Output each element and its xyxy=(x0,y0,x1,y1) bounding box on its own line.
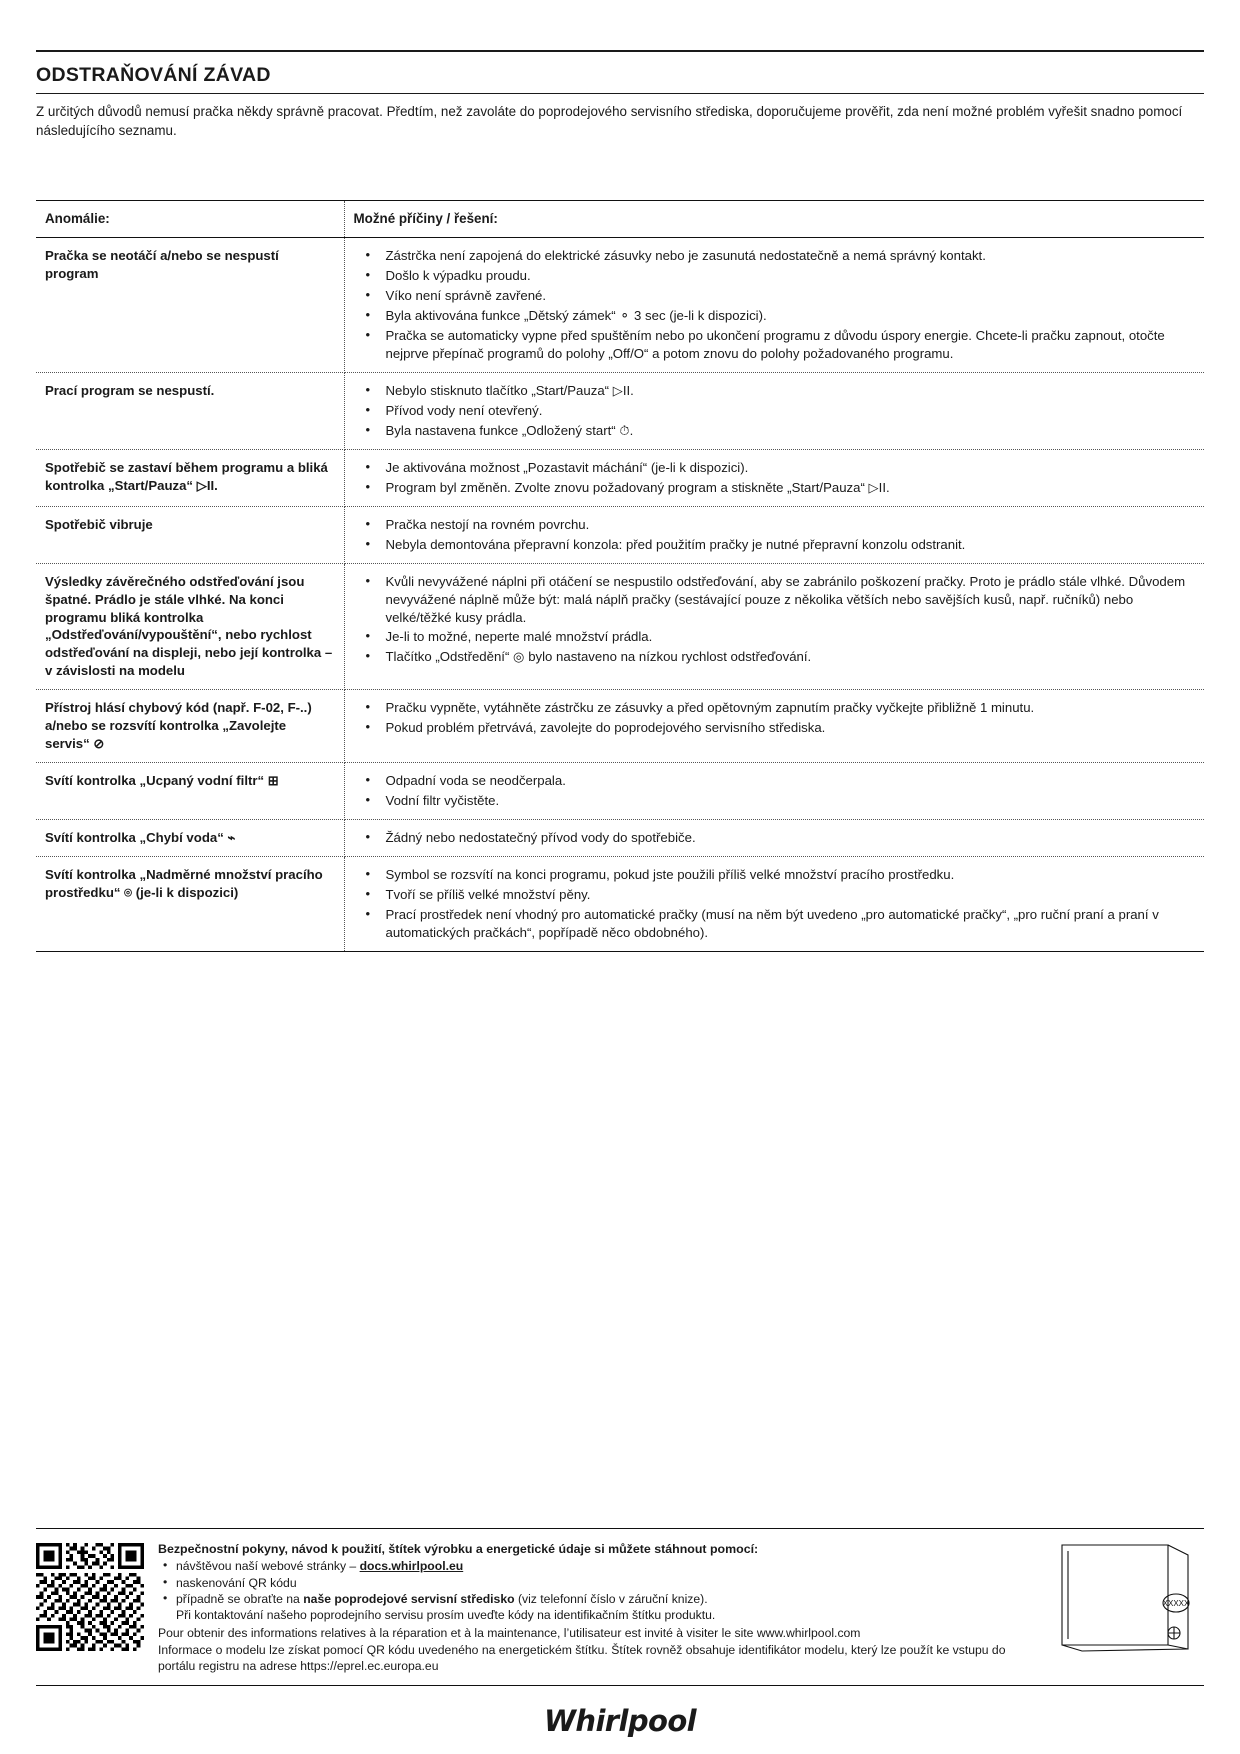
footer xyxy=(36,1528,1204,1674)
table-row xyxy=(36,857,1204,952)
column-header-causes: Možné příčiny / řešení: xyxy=(344,201,1204,238)
anomaly-cell: Pračka se neotáčí a/nebo se nespustí program xyxy=(36,238,344,373)
table-row xyxy=(36,690,1204,763)
list-item: • Zástrčka není zapojená do elektrické zásuvky nebo je zasunutá nedostatečně a nemá správný kontakt. xyxy=(354,247,1195,265)
anomaly-cell: Svítí kontrolka „Nadměrné množství pracího prostředku“ ⌾ (je-li k dispozici) xyxy=(36,857,344,952)
page-title: ODSTRAŇOVÁNÍ ZÁVAD xyxy=(36,64,1204,94)
anomaly-cell: Přístroj hlásí chybový kód (např. F-02, F-..) a/nebo se rozsvítí kontrolka „Zavolejte servis“ ⊘ xyxy=(36,690,344,763)
list-item: • Je aktivována možnost „Pozastavit máchání“ (je-li k dispozici). xyxy=(354,459,1195,477)
list-item: • Došlo k výpadku proudu. xyxy=(354,267,1195,285)
docs-link[interactable]: docs.whirlpool.eu xyxy=(359,1559,464,1574)
anomaly-cell: Svítí kontrolka „Ucpaný vodní filtr“ ⊞ xyxy=(36,763,344,820)
footer-bullet-3-suffix: (viz telefonní číslo v záruční knize). xyxy=(514,1591,708,1606)
list-item: • Nebyla demontována přepravní konzola: před použitím pračky je nutné přepravní konzolu odstranit. xyxy=(354,536,1195,554)
causes-cell xyxy=(344,506,1204,563)
table-row xyxy=(36,763,1204,820)
footer-bullet-1-prefix: návštěvou naší webové stránky – xyxy=(176,1559,360,1574)
list-item: • Pračka se automaticky vypne před spuštěním nebo po ukončení programu z důvodu úspory energie. Chcete-li pračku zapnout, otočte nejprve přepínač programů do polohy „Off/O“ a potom znovu do polohy požadovaného programu. xyxy=(354,327,1195,363)
table-row xyxy=(36,506,1204,563)
list-item: • Je-li to možné, neperte malé množství prádla. xyxy=(354,628,1195,646)
causes-cell xyxy=(344,820,1204,857)
list-item: • Tlačítko „Odstředění“ ◎ bylo nastaveno na nízkou rychlost odstřeďování. xyxy=(354,648,1195,666)
list-item: • Prací prostředek není vhodný pro automatické pračky (musí na něm být uvedeno „pro automatické pračky“, „pro ruční praní a praní v automatických pračkách“, popřípadě něco obdobného). xyxy=(354,906,1195,942)
list-item: • Odpadní voda se neodčerpala. xyxy=(354,772,1195,790)
anomaly-cell: Svítí kontrolka „Chybí voda“ ⌁ xyxy=(36,820,344,857)
service-center-text: naše poprodejové servisní středisko xyxy=(303,1591,515,1606)
list-item: • Víko není správně zavřené. xyxy=(354,287,1195,305)
causes-cell xyxy=(344,449,1204,506)
list-item: • Vodní filtr vyčistěte. xyxy=(354,792,1195,810)
table-row xyxy=(36,563,1204,690)
footer-paragraph-cz: Informace o modelu lze získat pomocí QR kódu uvedeného na energetickém štítku. Štítek rovněž obsahuje identifikátor modelu, který lze použít ke vstupu do portálu registru na adrese https://eprel.ec.europa.eu xyxy=(158,1642,1006,1673)
brand-logo xyxy=(0,1704,1240,1738)
rating-label-code: XXXXX xyxy=(1162,1598,1190,1608)
causes-cell xyxy=(344,238,1204,373)
appliance-label-illustration xyxy=(1048,1541,1204,1653)
title-block xyxy=(36,64,1204,140)
footer-note: Při kontaktování našeho poprodejního servisu prosím uveďte kódy na identifikačním štítku produktu. xyxy=(176,1608,716,1623)
list-item: • Pračka nestojí na rovném povrchu. xyxy=(354,516,1195,534)
list-item xyxy=(158,1558,1034,1574)
list-item: • Žádný nebo nedostatečný přívod vody do spotřebiče. xyxy=(354,829,1195,847)
list-item: • Kvůli nevyvážené náplni při otáčení se nespustilo odstřeďování, aby se zabránilo poškození pračky. Proto je prádlo stále vlhké. Důvodem nevyvážené náplně může být: malá náplň pračky (sestávající pouze z několika větších nebo savějších kusů, např. ručníků) nebo velké/těžké kusy prádla. xyxy=(354,573,1195,627)
footer-text-block xyxy=(158,1539,1034,1674)
footer-heading: Bezpečnostní pokyny, návod k použití, štítek výrobku a energetické údaje si můžete stáhnout pomocí: xyxy=(158,1541,759,1556)
top-divider xyxy=(36,50,1204,52)
list-item: • Symbol se rozsvítí na konci programu, pokud jste použili příliš velké množství pracího prostředku. xyxy=(354,866,1195,884)
list-item xyxy=(158,1591,1034,1607)
anomaly-cell: Spotřebič se zastaví během programu a bliká kontrolka „Start/Pauza“ ▷II. xyxy=(36,449,344,506)
list-item: • Pokud problém přetrvává, zavolejte do poprodejového servisního střediska. xyxy=(354,719,1195,737)
table-row xyxy=(36,372,1204,449)
anomaly-cell: Spotřebič vibruje xyxy=(36,506,344,563)
footer-divider xyxy=(36,1528,1204,1529)
list-item: • Byla aktivována funkce „Dětský zámek“ ⚬ 3 sec (je-li k dispozici). xyxy=(354,307,1195,325)
table-row xyxy=(36,449,1204,506)
brand-divider xyxy=(36,1685,1204,1686)
causes-cell xyxy=(344,857,1204,952)
causes-cell xyxy=(344,690,1204,763)
column-header-anomaly: Anomálie: xyxy=(36,201,344,238)
qr-code-icon xyxy=(36,1543,144,1651)
causes-cell xyxy=(344,763,1204,820)
table-header-row xyxy=(36,201,1204,238)
footer-bullet-3-prefix: případně se obraťte na xyxy=(176,1591,304,1606)
list-item: • Program byl změněn. Zvolte znovu požadovaný program a stiskněte „Start/Pauza“ ▷II. xyxy=(354,479,1195,497)
brand-name: Whirlpool xyxy=(544,1704,696,1738)
table-row xyxy=(36,820,1204,857)
list-item: • Pračku vypněte, vytáhněte zástrčku ze zásuvky a před opětovným zapnutím pračky vyčkejte přibližně 1 minutu. xyxy=(354,699,1195,717)
list-item: • Tvoří se příliš velké množství pěny. xyxy=(354,886,1195,904)
list-item: • Byla nastavena funkce „Odložený start“ ⏱. xyxy=(354,422,1195,440)
causes-cell xyxy=(344,563,1204,690)
troubleshooting-table xyxy=(36,200,1204,952)
list-item: • naskenování QR kódu xyxy=(158,1575,1034,1591)
footer-paragraph-fr: Pour obtenir des informations relatives à la réparation et à la maintenance, l’utilisateur est invité à visiter le site www.whirlpool.com xyxy=(158,1626,861,1641)
anomaly-cell: Prací program se nespustí. xyxy=(36,372,344,449)
list-item: • Nebylo stisknuto tlačítko „Start/Pauza“ ▷II. xyxy=(354,382,1195,400)
intro-paragraph: Z určitých důvodů nemusí pračka někdy správně pracovat. Předtím, než zavoláte do poprodejového servisního střediska, doporučujeme prověřit, zda není možné problém vyřešit snadno pomocí následujícího seznamu. xyxy=(36,104,1183,138)
anomaly-cell: Výsledky závěrečného odstřeďování jsou špatné. Prádlo je stále vlhké. Na konci programu bliká kontrolka „Odstřeďování/vypouštění“, nebo rychlost odstřeďování na displeji, nebo její kontrolka – v závislosti na modelu xyxy=(36,563,344,690)
troubleshooting-table-wrapper xyxy=(36,200,1204,952)
list-item: • Přívod vody není otevřený. xyxy=(354,402,1195,420)
causes-cell xyxy=(344,372,1204,449)
table-row xyxy=(36,238,1204,373)
